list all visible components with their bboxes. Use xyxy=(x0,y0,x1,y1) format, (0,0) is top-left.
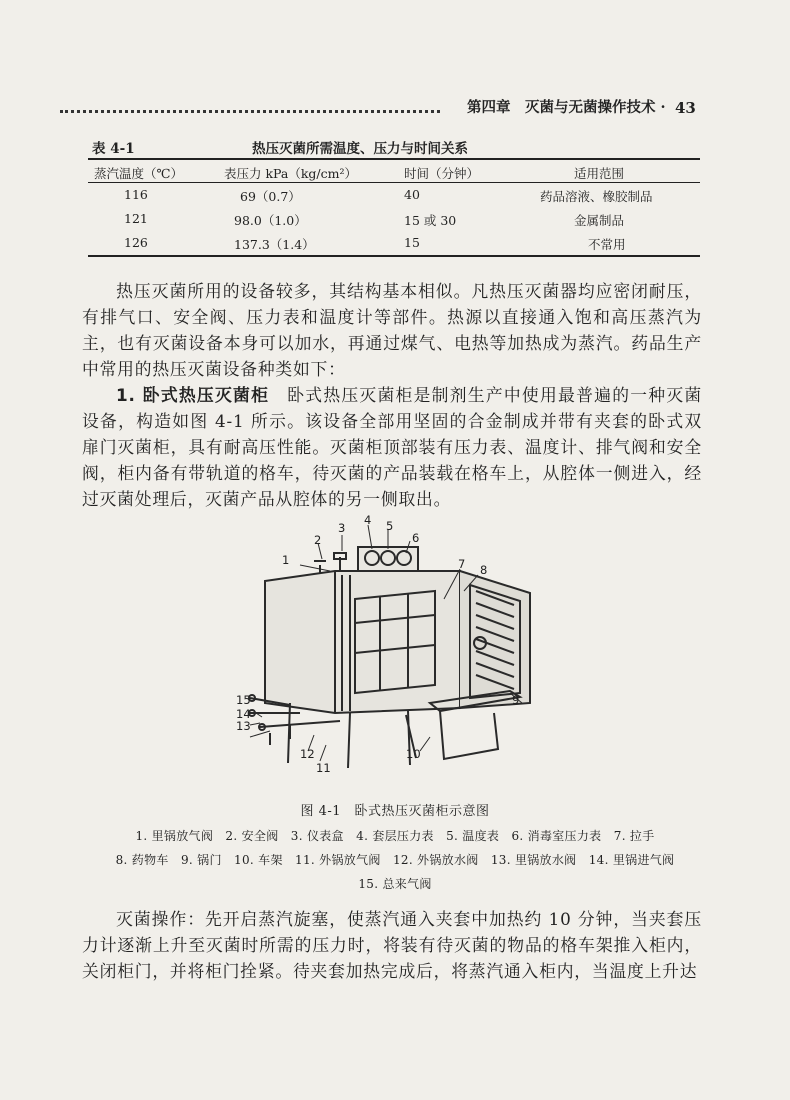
table-cell: 15 或 30 xyxy=(404,213,457,228)
part-number: 10 xyxy=(406,747,421,761)
table-label: 表 4-1 xyxy=(92,141,135,157)
table-cell: 126 xyxy=(124,235,148,250)
figure-legend-line: 8. 药物车 9. 锅门 10. 车架 11. 外锅放气阀 12. 外锅放水阀 13. 里锅放水阀 14. 里锅进气阀 xyxy=(115,853,675,867)
data-table xyxy=(88,158,700,257)
paragraph xyxy=(82,382,702,512)
table-cell: 15 xyxy=(404,235,420,250)
running-header xyxy=(55,98,735,118)
table-row xyxy=(88,207,700,231)
section-heading: 1. 卧式热压灭菌柜 xyxy=(116,385,270,405)
table-cell: 137.3（1.4） xyxy=(234,237,315,252)
chapter-title: 第四章 灭菌与无菌操作技术 · xyxy=(467,99,666,116)
sterilizer-figure xyxy=(230,513,560,783)
table-cell: 116 xyxy=(124,187,148,202)
part-number: 14 xyxy=(236,707,251,721)
figure-legend-line: 1. 里锅放气阀 2. 安全阀 3. 仪表盒 4. 套层压力表 5. 温度表 6. 消毒室压力表 7. 拉手 xyxy=(135,829,655,843)
sterilizer-drawing xyxy=(230,513,560,783)
part-number: 15 xyxy=(236,693,251,707)
table-cell: 药品溶液、橡胶制品 xyxy=(540,189,653,204)
part-number: 8 xyxy=(480,563,488,577)
part-number: 1 xyxy=(282,553,290,567)
table-row xyxy=(88,183,700,207)
table-cell: 69（0.7） xyxy=(240,189,301,204)
paragraph xyxy=(82,278,702,382)
table-header-row xyxy=(88,160,700,183)
part-number: 11 xyxy=(316,761,331,775)
table-title: 热压灭菌所需温度、压力与时间关系 xyxy=(252,141,468,157)
column-header: 蒸汽温度（℃） xyxy=(94,166,183,181)
table-cell: 金属制品 xyxy=(574,213,625,228)
table-cell: 40 xyxy=(404,187,420,202)
part-number: 7 xyxy=(458,557,466,571)
part-number: 6 xyxy=(412,531,420,545)
figure-legend-line: 15. 总来气阀 xyxy=(358,877,432,891)
part-number: 12 xyxy=(300,747,315,761)
dotted-rule xyxy=(60,110,440,113)
table-cell: 98.0（1.0） xyxy=(234,213,307,228)
table-caption xyxy=(92,137,702,157)
part-number: 5 xyxy=(386,519,394,533)
table-cell: 不常用 xyxy=(588,237,626,252)
table-row xyxy=(88,231,700,255)
figure-caption: 图 4-1 卧式热压灭菌柜示意图 xyxy=(300,804,490,819)
part-number: 2 xyxy=(314,533,322,547)
paragraph xyxy=(82,906,702,984)
part-number: 4 xyxy=(364,513,372,527)
page-number: 43 xyxy=(675,99,696,117)
part-number: 13 xyxy=(236,719,251,733)
paragraph-text: 卧式热压灭菌柜是制剂生产中使用最普遍的一种灭菌设备，构造如图 4-1 所示。该设备全部用坚固的合金制成并带有夹套的卧式双扉门灭菌柜，具有耐高压性能。灭菌柜顶部装有压力表、温度计、排气阀和安全阀，柜内备有带轨道的格车，待灭菌的产品装载在格车上，从腔体一侧进入，经过灭菌处理后，灭菌产品从腔体的另一侧取出。 xyxy=(82,385,702,509)
paragraph-text: 热压灭菌所用的设备较多，其结构基本相似。凡热压灭菌器均应密闭耐压，有排气口、安全阀、压力表和温度计等部件。热源以直接通入饱和高压蒸汽为主，也有灭菌设备本身可以加水，再通过煤气、电热等加热成为蒸汽。药品生产中常用的热压灭菌设备种类如下： xyxy=(82,281,702,379)
part-number: 3 xyxy=(338,521,346,535)
table-cell: 121 xyxy=(124,211,148,226)
paragraph-text: 灭菌操作：先开启蒸汽旋塞，使蒸汽通入夹套中加热约 10 分钟，当夹套压力计逐渐上升至灭菌时所需的压力时，将装有待灭菌的物品的格车架推入柜内，关闭柜门，并将柜门拴紧。待夹套加热完成后，将蒸汽通入柜内，当温度上升达 xyxy=(82,909,702,981)
column-header: 时间（分钟） xyxy=(404,166,480,181)
column-header: 适用范围 xyxy=(574,166,625,181)
column-header: 表压力 kPa（kg/cm²） xyxy=(224,166,358,181)
part-number: 9 xyxy=(512,693,520,707)
